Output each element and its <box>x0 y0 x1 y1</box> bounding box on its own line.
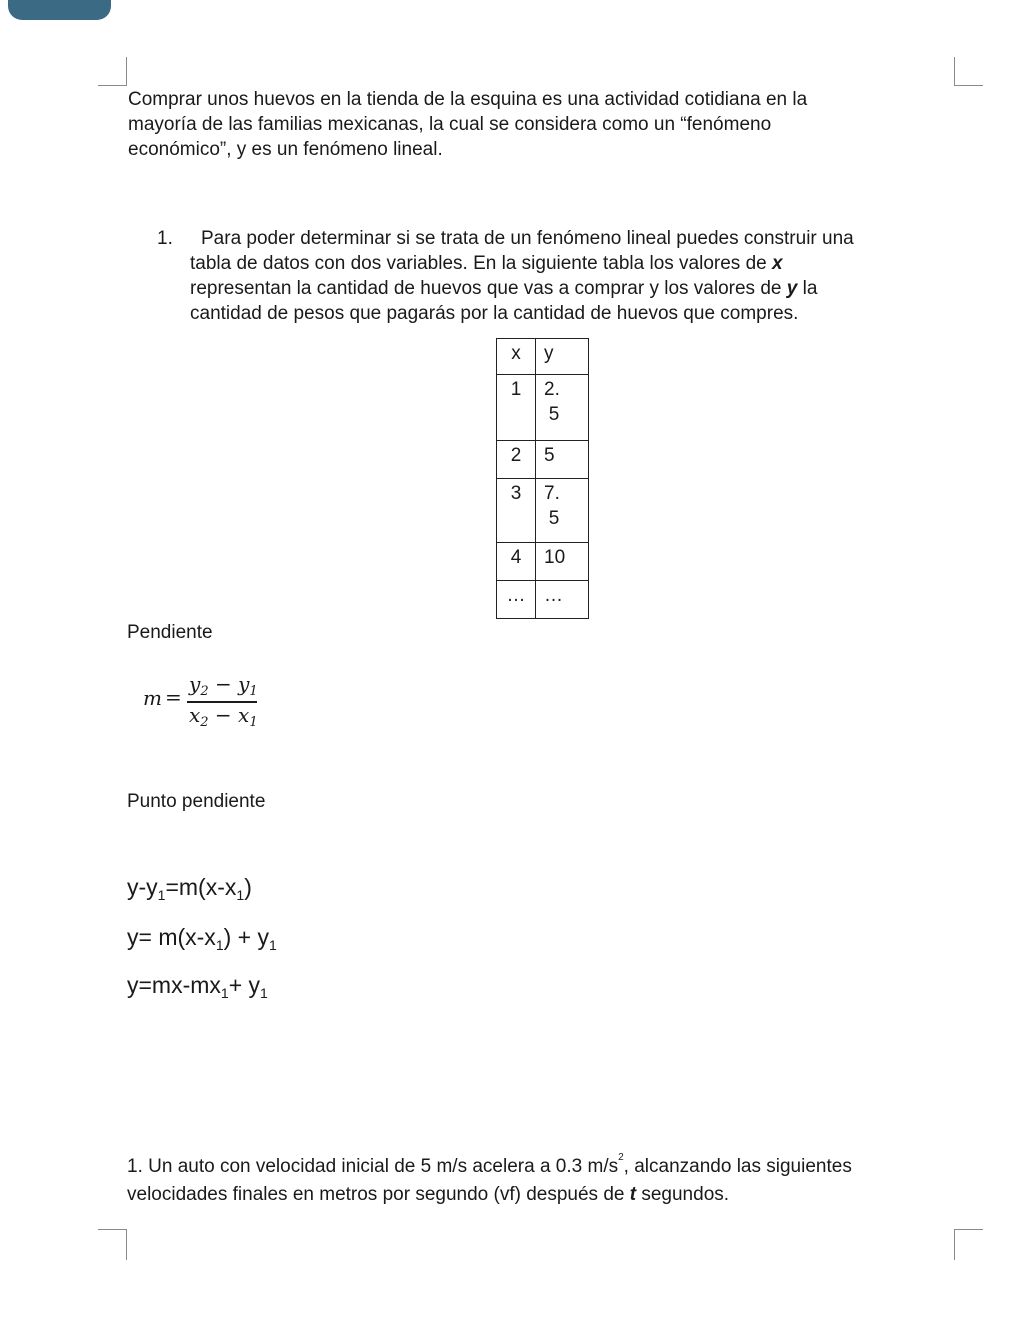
variable-x: x <box>771 253 783 274</box>
intro-paragraph <box>128 87 807 162</box>
subscript: 1 <box>220 985 229 1001</box>
header-y: y <box>536 339 589 375</box>
cell-y: … <box>536 581 589 619</box>
table-row <box>497 375 589 441</box>
point-slope-equation-1 <box>127 872 252 910</box>
cell-y: 5 <box>536 441 589 479</box>
question-2-line <box>127 1144 852 1181</box>
eq-part: ) <box>244 874 252 900</box>
question-1-line <box>190 276 843 301</box>
question-1-number: 1. <box>157 228 173 249</box>
eq-part: y-y <box>127 874 158 900</box>
table-row <box>497 479 589 543</box>
header-x: x <box>497 339 536 375</box>
cell-x: 2 <box>497 441 536 479</box>
crop-mark-bottom-left <box>98 1229 127 1260</box>
text-run: velocidades finales en metros por segundo (vf) después de <box>127 1184 630 1205</box>
formula-m: m <box>143 686 162 710</box>
minus-sign: − <box>208 672 239 696</box>
crop-mark-top-right <box>954 57 983 86</box>
crop-mark-top-left <box>98 57 127 86</box>
superscript: 2 <box>618 1152 624 1163</box>
cell-y: 10 <box>536 543 589 581</box>
term: y <box>238 672 250 696</box>
eq-part: y= m(x-x <box>127 924 216 950</box>
cell-x: … <box>497 581 536 619</box>
subscript: 1 <box>236 887 245 903</box>
term: y <box>189 672 201 696</box>
formula-equals: = <box>165 685 182 709</box>
point-slope-equation-2 <box>127 922 277 960</box>
text-run: tabla de datos con dos variables. En la siguiente tabla los valores de <box>190 253 772 274</box>
variable-y: y <box>786 278 798 299</box>
minus-sign: − <box>208 703 239 727</box>
subscript: 1 <box>249 684 258 699</box>
table-header-row <box>497 339 589 375</box>
question-2-text <box>127 1144 852 1209</box>
table-row <box>497 581 589 619</box>
cell-x: 1 <box>497 375 536 441</box>
cell-y-part: 5 <box>548 404 560 425</box>
subscript: 1 <box>249 715 258 730</box>
question-1-text <box>190 226 854 326</box>
cell-y <box>536 479 589 543</box>
text-run: la <box>797 278 818 299</box>
cell-x: 3 <box>497 479 536 543</box>
punto-pendiente-heading: Punto pendiente <box>127 791 266 812</box>
text-run: 1. Un auto con velocidad inicial de 5 m/s acelera a 0.3 m/s <box>127 1156 619 1177</box>
question-1-line <box>190 251 843 276</box>
pendiente-heading: Pendiente <box>127 622 213 643</box>
subscript: 2 <box>200 684 209 699</box>
intro-line: económico”, y es un fenómeno lineal. <box>128 139 443 160</box>
cell-y <box>536 375 589 441</box>
formula-numerator <box>189 672 258 699</box>
point-slope-equation-3 <box>127 970 268 1008</box>
question-1-line: Para poder determinar si se trata de un fenómeno lineal puedes construir una <box>201 228 854 249</box>
formula-denominator <box>189 703 258 730</box>
subscript: 1 <box>268 937 277 953</box>
intro-line: mayoría de las familias mexicanas, la cual se considera como un “fenómeno <box>128 114 772 135</box>
table-row <box>497 441 589 479</box>
term: x <box>238 703 250 727</box>
text-run: , alcanzando las siguientes <box>623 1156 852 1177</box>
eq-part: + y <box>228 972 261 998</box>
crop-mark-bottom-right <box>954 1229 983 1260</box>
cell-y-part: 5 <box>548 508 560 529</box>
variable-t: t <box>629 1184 637 1205</box>
cell-y-part: 7. <box>544 483 560 504</box>
subscript: 1 <box>215 937 224 953</box>
eq-part: =m(x-x <box>165 874 237 900</box>
cell-y-part: 2. <box>544 379 560 400</box>
top-toolbar-tab[interactable] <box>8 0 111 20</box>
intro-line: Comprar unos huevos en la tienda de la esquina es una actividad cotidiana en la <box>128 89 808 110</box>
subscript: 1 <box>260 985 268 1001</box>
eggs-price-table <box>496 338 589 619</box>
subscript: 1 <box>157 887 166 903</box>
question-1-line: cantidad de pesos que pagarás por la cantidad de huevos que compres. <box>190 303 799 324</box>
term: x <box>189 703 201 727</box>
question-2-line <box>127 1181 852 1209</box>
cell-x: 4 <box>497 543 536 581</box>
eq-part: y=mx-mx <box>127 972 221 998</box>
text-run: segundos. <box>636 1184 730 1205</box>
subscript: 2 <box>200 715 209 730</box>
eq-part: ) + y <box>223 924 269 950</box>
table-row <box>497 543 589 581</box>
text-run: representan la cantidad de huevos que vas a comprar y los valores de <box>190 278 787 299</box>
